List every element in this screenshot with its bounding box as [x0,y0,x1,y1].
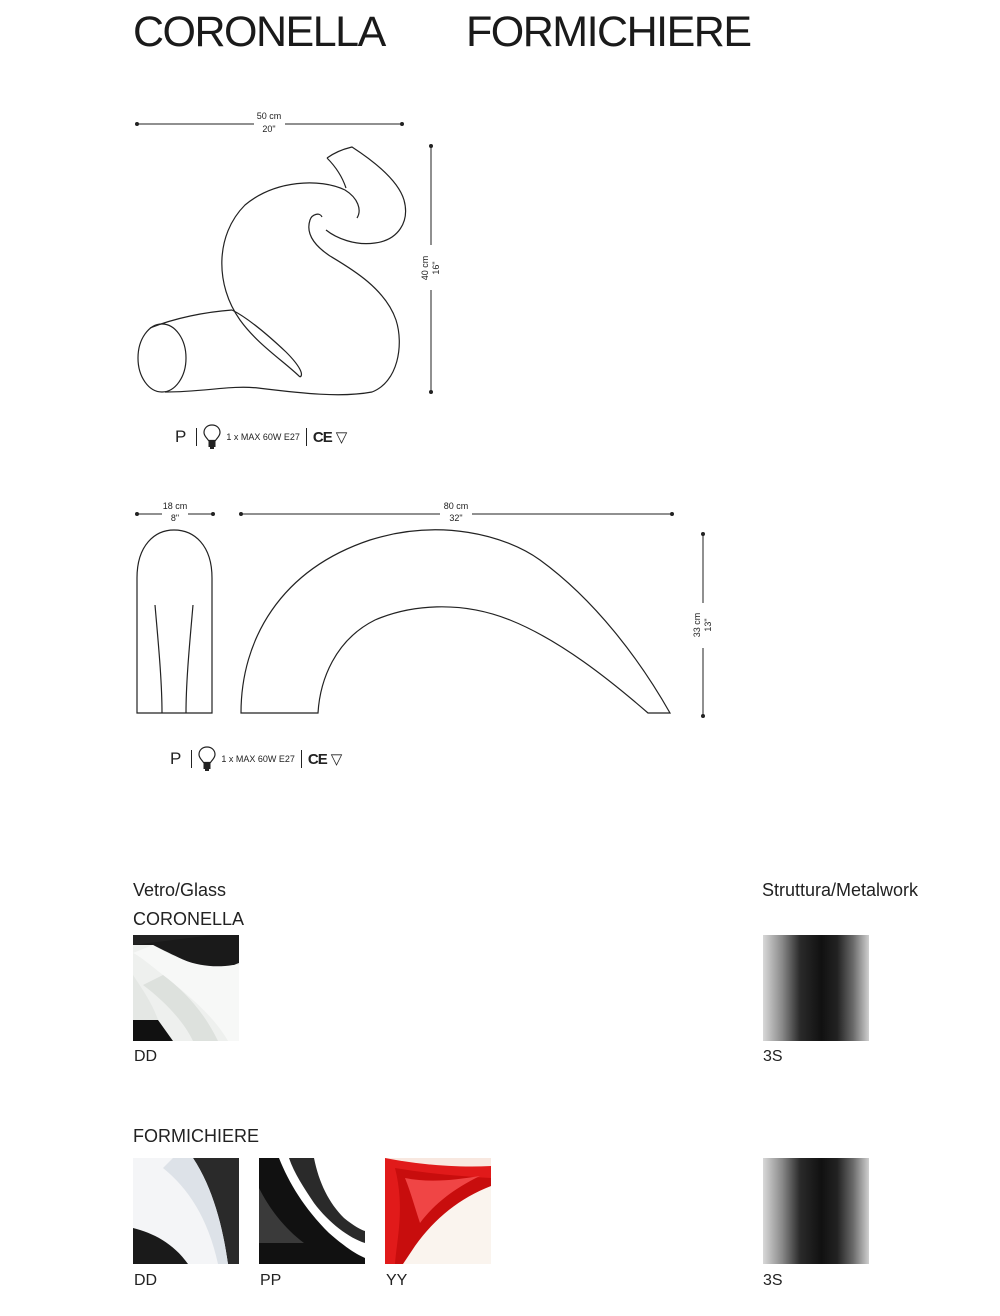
formichiere-height-cm: 33 cm [692,612,702,638]
formichiere-depth-cm: 18 cm [162,501,188,511]
protection-class-label: P [175,427,187,446]
coronella-width-dimension [135,111,404,134]
swatch-formichiere-glass-dd[interactable] [133,1158,239,1264]
bulb-spec-text: 1 x MAX 60W E27 [226,432,300,442]
coronella-width-in: 20" [262,124,276,134]
formichiere-height-dimension [692,532,713,718]
coronella-height-in: 16" [431,261,441,275]
code-formichiere-glass-yy: YY [386,1272,408,1289]
formichiere-width-cm: 80 cm [443,501,469,511]
formichiere-width-dimension [239,501,674,523]
metalwork-heading: Struttura/Metalwork [762,880,919,900]
formichiere-height-in: 13" [703,618,713,632]
ce-mark-icon: CE [307,750,327,768]
code-formichiere-glass-dd: DD [134,1272,158,1289]
triangle-mark-icon: ▽ [335,429,348,446]
swatch-formichiere-metal-3s[interactable] [763,1158,869,1264]
swatch-coronella-metal-3s[interactable] [763,935,869,1041]
code-formichiere-glass-pp: PP [260,1272,282,1289]
title-formichiere: FORMICHIERE [466,8,751,56]
formichiere-spec-line [170,746,342,772]
formichiere-side-view-drawing [137,530,212,713]
swatch-formichiere-glass-pp[interactable] [259,1158,365,1264]
triangle-mark-icon: ▽ [330,751,343,768]
formichiere-front-view-drawing [241,530,670,713]
formichiere-width-in: 32" [449,513,463,523]
code-formichiere-metal-3s: 3S [763,1272,783,1289]
coronella-finish-label: CORONELLA [133,909,245,929]
coronella-spec-line [175,424,347,450]
protection-class-label: P [170,749,182,768]
divider [306,428,307,446]
bulb-spec-text: 1 x MAX 60W E27 [221,754,295,764]
ce-mark-icon: CE [312,428,332,446]
divider [191,750,192,768]
coronella-height-dimension [420,144,441,394]
coronella-width-cm: 50 cm [256,111,282,121]
divider [301,750,302,768]
code-coronella-metal-3s: 3S [763,1048,783,1065]
bulb-icon [198,746,216,772]
glass-heading: Vetro/Glass [133,880,227,900]
formichiere-depth-dimension [135,501,215,523]
swatch-formichiere-glass-yy[interactable] [385,1158,491,1264]
divider [196,428,197,446]
formichiere-depth-in: 8" [170,513,180,523]
coronella-outline-drawing [138,147,406,395]
bulb-icon [203,424,221,450]
title-coronella: CORONELLA [133,8,385,56]
swatch-coronella-glass-dd[interactable] [133,935,239,1041]
formichiere-finish-label: FORMICHIERE [133,1126,259,1146]
coronella-height-cm: 40 cm [420,255,430,281]
code-coronella-glass-dd: DD [134,1048,158,1065]
